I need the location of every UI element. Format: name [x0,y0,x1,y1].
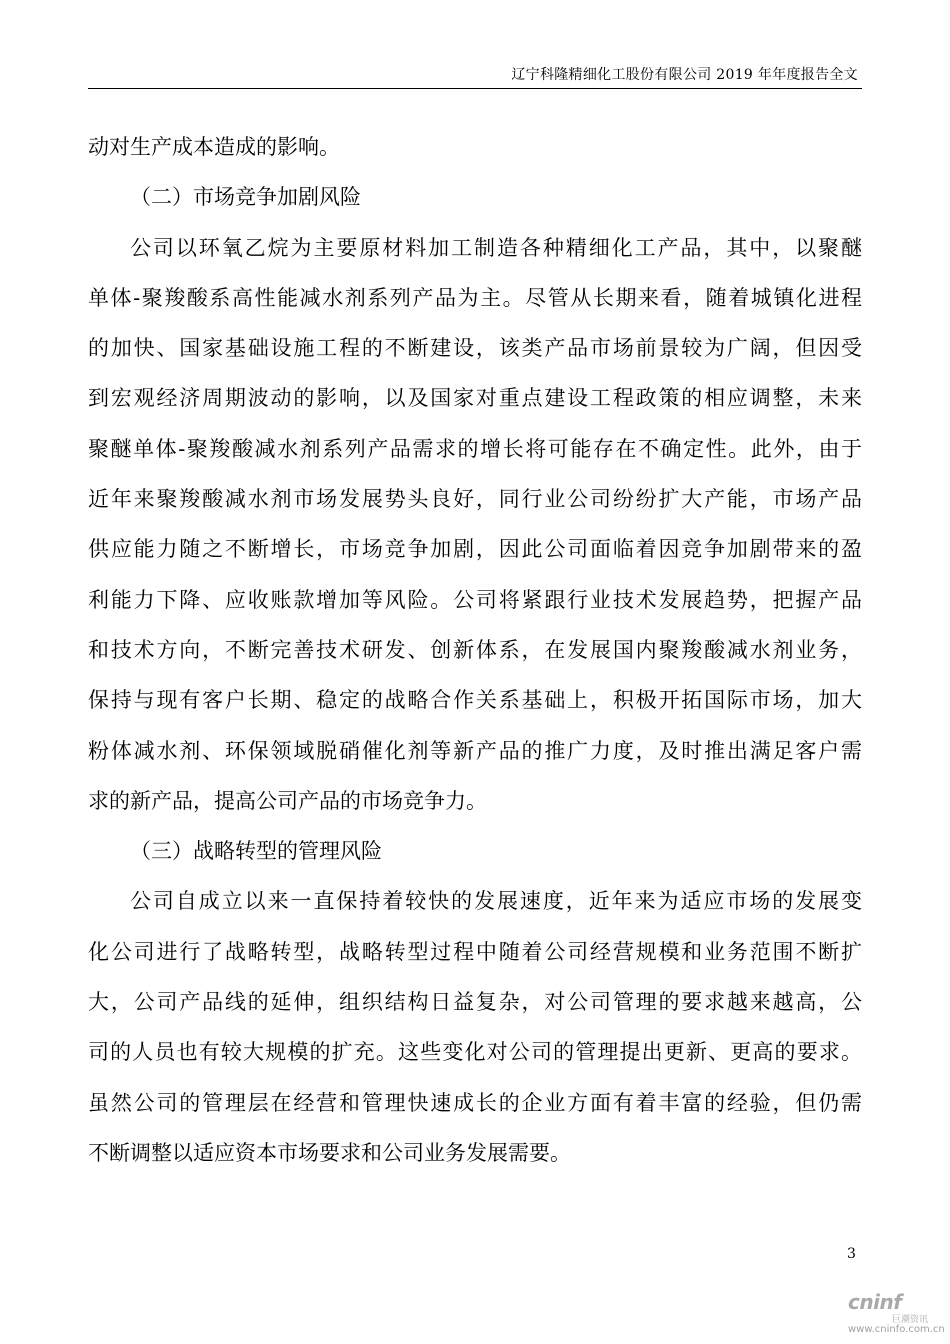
paragraph-line: 公司自成立以来一直保持着较快的发展速度，近年来为适应市场的发展变 [130,889,862,914]
paragraph-line: 利能力下降、应收账款增加等风险。公司将紧跟行业技术发展趋势，把握产品 [88,587,862,612]
paragraph-line: 虽然公司的管理层在经营和管理快速成长的企业方面有着丰富的经验，但仍需 [88,1090,862,1115]
paragraph-line: 司的人员也有较大规模的扩充。这些变化对公司的管理提出更新、更高的要求。 [88,1040,862,1065]
paragraph-line: 单体-聚羧酸系高性能减水剂系列产品为主。尽管从长期来看，随着城镇化进程 [88,285,862,310]
body-text [88,122,862,1178]
cninfo-watermark-logo [848,1290,945,1338]
report-header-title: 辽宁科隆精细化工股份有限公司 2019 年年度报告全文 [511,67,858,83]
section-heading-strategic-transformation: （三）战略转型的管理风险 [130,839,382,864]
paragraph-line: 公司以环氧乙烷为主要原材料加工制造各种精细化工产品，其中，以聚醚 [130,235,862,260]
section-heading-market-competition: （二）市场竞争加剧风险 [130,185,361,210]
cninfo-url-text: www.cninfo.com.cn [848,1324,945,1335]
paragraph-line: 到宏观经济周期波动的影响，以及国家对重点建设工程政策的相应调整，未来 [88,386,862,411]
paragraph-line: 化公司进行了战略转型，战略转型过程中随着公司经营规模和业务范围不断扩 [88,939,862,964]
paragraph-line: 供应能力随之不断增长，市场竞争加剧，因此公司面临着因竞争加剧带来的盈 [88,537,862,562]
paragraph-line: 大，公司产品线的延伸，组织结构日益复杂，对公司管理的要求越来越高，公 [88,990,862,1015]
paragraph-line: 不断调整以适应资本市场要求和公司业务发展需要。 [88,1140,571,1165]
paragraph-line: 保持与现有客户长期、稳定的战略合作关系基础上，积极开拓国际市场，加大 [88,688,862,713]
cninfo-brand-text: cninf [848,1290,902,1314]
paragraph-line: 求的新产品，提高公司产品的市场竞争力。 [88,788,487,813]
header-divider [88,88,862,89]
paragraph-line: 动对生产成本造成的影响。 [88,135,340,159]
paragraph-line: 近年来聚羧酸减水剂市场发展势头良好，同行业公司纷纷扩大产能，市场产品 [88,487,862,512]
paragraph-line: 粉体减水剂、环保领域脱硝催化剂等新产品的推广力度，及时推出满足客户需 [88,738,862,763]
paragraph-line: 聚醚单体-聚羧酸减水剂系列产品需求的增长将可能存在不确定性。此外，由于 [88,436,862,461]
paragraph-line: 和技术方向，不断完善技术研发、创新体系，在发展国内聚羧酸减水剂业务， [88,637,862,662]
page-number: 3 [847,1246,856,1262]
cninfo-brand-cn-text: 巨潮资讯 [892,1315,929,1325]
paragraph-line: 的加快、国家基础设施工程的不断建设，该类产品市场前景较为广阔，但因受 [88,336,862,361]
